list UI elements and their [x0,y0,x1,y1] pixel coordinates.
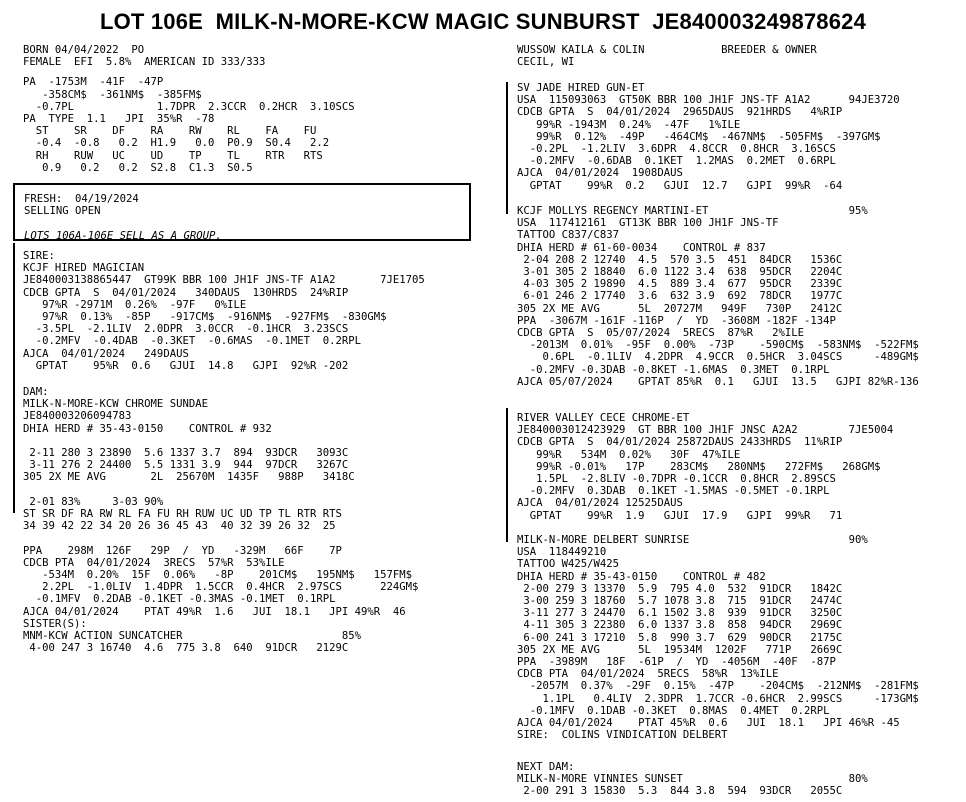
text-line: TATTOO C837/C837 [517,229,620,242]
text-line: DHIA HERD # 61-60-0034 CONTROL # 837 [517,241,766,254]
text-line: 6-00 241 3 17210 5.8 990 3.7 629 90DCR 2175C [517,631,843,644]
owner-block [517,44,817,68]
text-line: AJCA 04/01/2024 1908DAUS [517,167,683,180]
text-line: -2057M 0.37% -29F 0.15% -47P -204CM$ -212NM$ -281FM$ [517,680,919,693]
text-line: 3-11 277 3 24470 6.1 1502 3.8 939 91DCR 3250C [517,607,843,620]
text-line: CDCB GPTA S 04/01/2024 340DAUS 130HRDS 24%RIP [23,286,349,299]
text-line: -0.1MFV 0.2DAB -0.1KET -0.3MAS -0.1MET 0.1RPL [23,593,336,606]
text-line: USA 117412161 GT13K BBR 100 JH1F JNS-TF [517,217,779,230]
text-line: FEMALE EFI 5.8% AMERICAN ID 333/333 [23,56,266,69]
text-line: ST SR DF RA RW RL FA FU RH RUW UC UD TP TL RTR RTS [23,508,342,521]
text-line: -0.2MFV -0.3DAB -0.8KET -1.6MAS 0.3MET 0.1RPL [517,363,830,376]
text-line: 305 2X ME AVG 5L 20727M 949F 730P 2412C [517,302,843,315]
text-line: 6-01 246 2 17740 3.6 632 3.9 692 78DCR 1977C [517,290,843,303]
text-line: KCJF MOLLYS REGENCY MARTINI-ET 95% [517,205,868,217]
sisters-block [23,618,361,655]
text-line: PA -1753M -41F -47P [23,76,164,89]
text-line: 2-00 291 3 15830 5.3 844 3.8 594 93DCR 2055C [517,785,843,798]
text-line: JE840003012423929 GT BBR 100 JH1F JNSC A2A2 7JE5004 [517,424,894,437]
text-line: MILK-N-MORE-KCW CHROME SUNDAE [23,398,208,411]
dam-block [23,386,418,618]
text-line: -534M 0.20% 15F 0.06% -8P 201CM$ 195NM$ 157FM$ [23,569,413,582]
left-column [23,44,473,174]
text-line: 99%R 534M 0.02% 30F 47%ILE [517,448,741,461]
text-line: 2.2PL -1.0LIV 1.4DPR 1.5CCR 0.4HCR 2.97SCS 224GM$ [23,581,419,594]
text-line: MNM-KCW ACTION SUNCATCHER 85% [23,630,362,643]
text-line: 3-11 276 2 24400 5.5 1331 3.9 944 97DCR 3267C [23,459,349,472]
text-line: GPTAT 99%R 1.9 GJUI 17.9 GJPI 99%R 71 [517,509,843,522]
selling-status: SELLING OPEN [24,205,101,218]
text-line: 34 39 42 22 34 20 26 36 45 43 40 32 39 26 32 25 [23,520,336,533]
text-line: CDCB PTA 04/01/2024 3RECS 57%R 53%ILE [23,556,285,569]
text-line: 305 2X ME AVG 5L 19534M 1202F 771P 2669C [517,643,843,656]
delbert-section [517,534,919,741]
text-line: CDCB PTA 04/01/2024 5RECS 58%R 13%ILE [517,668,779,681]
river-block [517,412,893,522]
text-line: BORN 04/04/2022 PO [23,44,145,56]
text-line: -0.2MFV -0.4DAB -0.3KET -0.6MAS -0.1MET 0.2RPL [23,335,362,348]
animal-info [23,44,473,68]
text-line: ST SR DF RA RW RL FA FU [23,125,317,138]
owner-section [517,44,817,68]
text-line: CDCB GPTA S 04/01/2024 2965DAUS 921HRDS 4%RIP [517,106,843,119]
text-line: 2-00 279 3 13370 5.9 795 4.0 532 91DCR 1842C [517,582,843,595]
text-line: 0.9 0.2 0.2 S2.8 C1.3 S0.5 [23,161,253,174]
text-line: JE840003138865447 GT99K BBR 100 JH1F JNS-TF A1A2 7JE1705 [23,274,425,287]
text-line: 1.1PL 0.4LIV 2.3DPR 1.7CCR -0.6HCR 2.99SCS -173GM$ [517,692,919,705]
text-line: CECIL, WI [517,56,575,69]
text-line: PPA -3067M -161F -116P / YD -3608M -182F -134P [517,314,836,327]
text-line: WUSSOW KAILA & COLIN BREEDER & OWNER [517,44,817,56]
sire-section [23,250,425,372]
text-line: USA 118449210 [517,546,607,559]
text-line: MILK-N-MORE VINNIES SUNSET 80% [517,773,868,786]
lot-title: LOT 106E MILK-N-MORE-KCW MAGIC SUNBURST JE840003249878624 [99,9,867,34]
text-line: AJCA 05/07/2024 GPTAT 85%R 0.1 GJUI 13.5 GJPI 82%R-136 [517,375,919,388]
text-line: -0.1MFV 0.1DAB -0.3KET 0.8MAS 0.4MET 0.2RPL [517,704,830,717]
river-bar [506,408,508,542]
text-line: 4-03 305 2 19890 4.5 889 3.4 677 95DCR 2339C [517,278,843,291]
text-line: 3-01 305 2 18840 6.0 1122 3.4 638 95DCR 2204C [517,266,843,279]
text-line: 2-11 280 3 23890 5.6 1337 3.7 894 93DCR 3093C [23,447,349,460]
pa-block [23,76,473,174]
text-line: CDCB GPTA S 04/01/2024 25872DAUS 2433HRDS 11%RIP [517,436,843,449]
text-line: 99%R -0.01% 17P 283CM$ 280NM$ 272FM$ 268GM$ [517,460,881,473]
text-line: RIVER VALLEY CECE CHROME-ET [517,412,690,424]
text-line: 3-00 259 3 18760 5.7 1078 3.8 715 91DCR 2474C [517,595,843,608]
text-line: TATTOO W425/W425 [517,558,620,571]
text-line: NEXT DAM: [517,761,575,773]
next-dam-section [517,761,868,798]
text-line: -0.2MFV -0.6DAB 0.1KET 1.2MAS 0.2MET 0.6RPL [517,155,836,168]
text-line: PPA 298M 126F 29P / YD -329M 66F 7P [23,544,342,557]
text-line: 2-04 208 2 12740 4.5 570 3.5 451 84DCR 1536C [517,253,843,266]
text-line: GPTAT 95%R 0.6 GJUI 14.8 GJPI 92%R -202 [23,359,349,372]
text-line: -358CM$ -361NM$ -385FM$ [23,88,202,101]
dam-section [23,386,418,618]
sv-jade-bar [506,82,508,214]
text-line: 99%R 0.12% -49P -464CM$ -467NM$ -505FM$ -397GM$ [517,130,881,143]
text-line: 97%R -2971M 0.26% -97F 0%ILE [23,298,247,311]
text-line: KCJF HIRED MAGICIAN [23,262,145,275]
sire-bar [13,243,15,388]
delbert-block [517,534,919,741]
fresh-box [13,183,471,241]
text-line: JE840003206094783 [23,410,132,423]
text-line: RH RUW UC UD TP TL RTR RTS [23,149,323,162]
group-note: LOTS 106A-106E SELL AS A GROUP. [24,229,222,242]
text-line: 97%R 0.13% -85P -917CM$ -916NM$ -927FM$ -830GM$ [23,311,387,324]
next-dam-block [517,761,868,798]
text-line: CDCB GPTA S 05/07/2024 5RECS 87%R 2%ILE [517,327,805,340]
text-line: SV JADE HIRED GUN-ET [517,82,645,94]
text-line: SIRE: COLINS VINDICATION DELBERT [517,729,728,742]
sv-jade-block [517,82,900,192]
text-line: -0.4 -0.8 0.2 H1.9 0.0 P0.9 S0.4 2.2 [23,137,330,150]
text-line: AJCA 04/01/2024 249DAUS [23,347,189,360]
text-line: USA 115093063 GT50K BBR 100 JH1F JNS-TF A1A2 94JE3720 [517,94,900,107]
dam-bar [13,388,15,513]
text-line: 4-11 305 3 22380 6.0 1337 3.8 858 94DCR 2969C [517,619,843,632]
text-line: 1.5PL -2.8LIV -0.7DPR -0.1CCR 0.8HCR 2.89SCS [517,473,836,486]
kcjf-section [517,205,919,388]
fresh-date: FRESH: 04/19/2024 [24,193,139,205]
text-line: DHIA HERD # 35-43-0150 CONTROL # 482 [517,570,766,583]
text-line: DHIA HERD # 35-43-0150 CONTROL # 932 [23,422,272,435]
kcjf-block [517,205,919,388]
text-line: AJCA 04/01/2024 PTAT 45%R 0.6 JUI 18.1 JPI 46%R -45 [517,717,900,730]
text-line: -0.2PL -1.2LIV 3.6DPR 4.8CCR 0.8HCR 3.16SCS [517,143,836,156]
text-line: -2013M 0.01% -95F 0.00% -73P -590CM$ -583NM$ -522FM$ [517,339,919,352]
text-line: -3.5PL -2.1LIV 2.0DPR 3.0CCR -0.1HCR 3.23SCS [23,323,349,336]
text-line: GPTAT 99%R 0.2 GJUI 12.7 GJPI 99%R -64 [517,179,843,192]
text-line: DAM: [23,386,49,398]
text-line: -0.2MFV 0.3DAB 0.1KET -1.5MAS -0.5MET -0.1RPL [517,485,830,498]
text-line: AJCA 04/01/2024 PTAT 49%R 1.6 JUI 18.1 JPI 49%R 46 [23,605,406,618]
sv-jade-section [517,82,900,192]
text-line: 2-01 83% 3-03 90% [23,495,164,508]
fresh-text [24,193,222,242]
sire-block [23,250,425,372]
river-section [517,412,893,522]
text-line: PPA -3989M 18F -61P / YD -4056M -40F -87P [517,656,836,669]
text-line: 4-00 247 3 16740 4.6 775 3.8 640 91DCR 2129C [23,642,349,655]
text-line: AJCA 04/01/2024 12525DAUS [517,497,683,510]
text-line: SIRE: [23,250,55,262]
text-line: SISTER(S): [23,618,87,630]
text-line: MILK-N-MORE DELBERT SUNRISE 90% [517,534,868,546]
text-line: PA TYPE 1.1 JPI 35%R -78 [23,113,215,126]
text-line: 0.6PL -0.1LIV 4.2DPR 4.9CCR 0.5HCR 3.04SCS -489GM$ [517,351,919,364]
text-line: 99%R -1943M 0.24% -47F 1%ILE [517,118,741,131]
text-line: 305 2X ME AVG 2L 25670M 1435F 988P 3418C [23,471,355,484]
sisters-section [23,618,361,655]
text-line: -0.7PL 1.7DPR 2.3CCR 0.2HCR 3.10SCS [23,100,355,113]
